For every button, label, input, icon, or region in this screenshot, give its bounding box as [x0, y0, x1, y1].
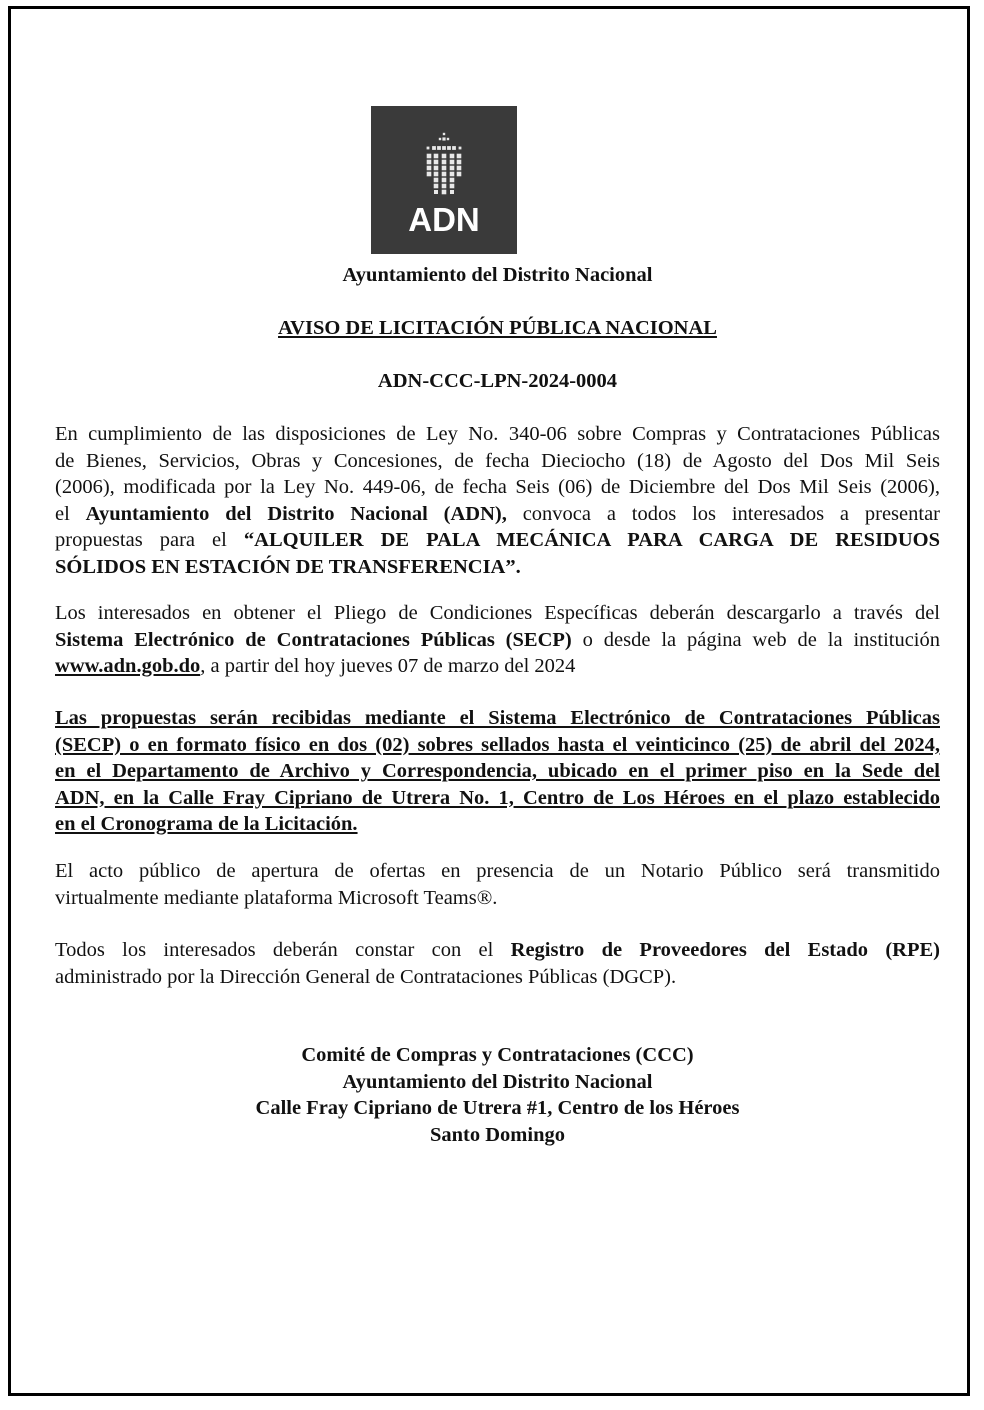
paragraph-opening — [55, 858, 940, 911]
notice-title: AVISO DE LICITACIÓN PÚBLICA NACIONAL — [278, 317, 717, 339]
text-line: ADN, en la Calle Fray Cipriano de Utrera No. 1, Centro de Los Héroes en el plazo establecido — [55, 786, 940, 809]
secp-name: Sistema Electrónico de Contrataciones Públicas (SECP) — [55, 628, 572, 651]
paragraph-intro — [55, 421, 940, 580]
signature-line: Ayuntamiento del Distrito Nacional — [342, 1070, 653, 1093]
text-line — [55, 653, 940, 680]
adn-logo — [371, 106, 517, 254]
signature-line: Calle Fray Cipriano de Utrera #1, Centro de los Héroes — [255, 1097, 740, 1119]
text-line — [55, 554, 940, 581]
crown-dots-icon — [371, 106, 517, 206]
text-line: administrado por la Dirección General de Contrataciones Públicas (DGCP). — [55, 965, 677, 988]
text-line: En cumplimiento de las disposiciones de Ley No. 340-06 sobre Compras y Contrataciones Públicas — [55, 423, 940, 445]
text-line — [55, 527, 940, 554]
signature-block — [55, 1042, 940, 1148]
text-line — [55, 937, 940, 964]
text-run: Todos los interesados deberán constar con el — [55, 939, 511, 961]
text-line — [55, 501, 940, 528]
reference-code: ADN-CCC-LPN-2024-0004 — [377, 370, 618, 392]
text-run: o desde la página web de la institución — [571, 628, 941, 651]
text-line: El acto público de apertura de ofertas en presencia de un Notario Público será transmitido — [55, 860, 940, 882]
text-line: Los interesados en obtener el Pliego de Condiciones Específicas deberán descargarlo a través del — [55, 602, 940, 624]
project-title-end: SÓLIDOS EN ESTACIÓN DE TRANSFERENCIA”. — [55, 555, 521, 578]
website-link[interactable]: www.adn.gob.do — [55, 655, 201, 677]
text-line: en el Departamento de Archivo y Correspondencia, ubicado en el primer piso en la Sede del — [55, 760, 940, 782]
org-name: Ayuntamiento del Distrito Nacional — [342, 264, 653, 286]
org-name-inline: Ayuntamiento del Distrito Nacional (ADN), — [85, 502, 507, 525]
text-run: el — [55, 502, 86, 525]
paragraph-download — [55, 600, 940, 680]
text-line: de Bienes, Servicios, Obras y Concesiones, de fecha Dieciocho (18) de Agosto del Dos Mil Seis — [55, 449, 940, 472]
rpe-name: Registro de Proveedores del Estado (RPE) — [510, 939, 941, 961]
text-run: convoca a todos los interesados a presentar — [506, 502, 940, 525]
signature-line: Santo Domingo — [430, 1123, 565, 1146]
signature-line: Comité de Compras y Contrataciones (CCC) — [301, 1044, 694, 1066]
text-run: , a partir del hoy jueves 07 de marzo del 2024 — [200, 655, 576, 677]
paragraph-registry — [55, 937, 940, 990]
project-title: “ALQUILER DE PALA MECÁNICA PARA CARGA DE RESIDUOS — [243, 529, 940, 551]
text-line: (2006), modificada por la Ley No. 449-06, de fecha Seis (06) de Diciembre del Dos Mil Seis (2006), — [55, 476, 940, 498]
logo-text: ADN — [408, 201, 480, 238]
text-line: virtualmente mediante plataforma Microsoft Teams®. — [55, 886, 498, 909]
text-line: (SECP) o en formato físico en dos (02) sobres sellados hasta el veinticinco (25) de abril del 2024, — [55, 733, 940, 756]
text-line: en el Cronograma de la Licitación. — [55, 813, 358, 835]
text-line — [55, 627, 940, 654]
paragraph-submission — [55, 705, 940, 838]
text-run: propuestas para el — [55, 529, 244, 551]
text-line: Las propuestas serán recibidas mediante el Sistema Electrónico de Contrataciones Públicas — [55, 707, 940, 729]
